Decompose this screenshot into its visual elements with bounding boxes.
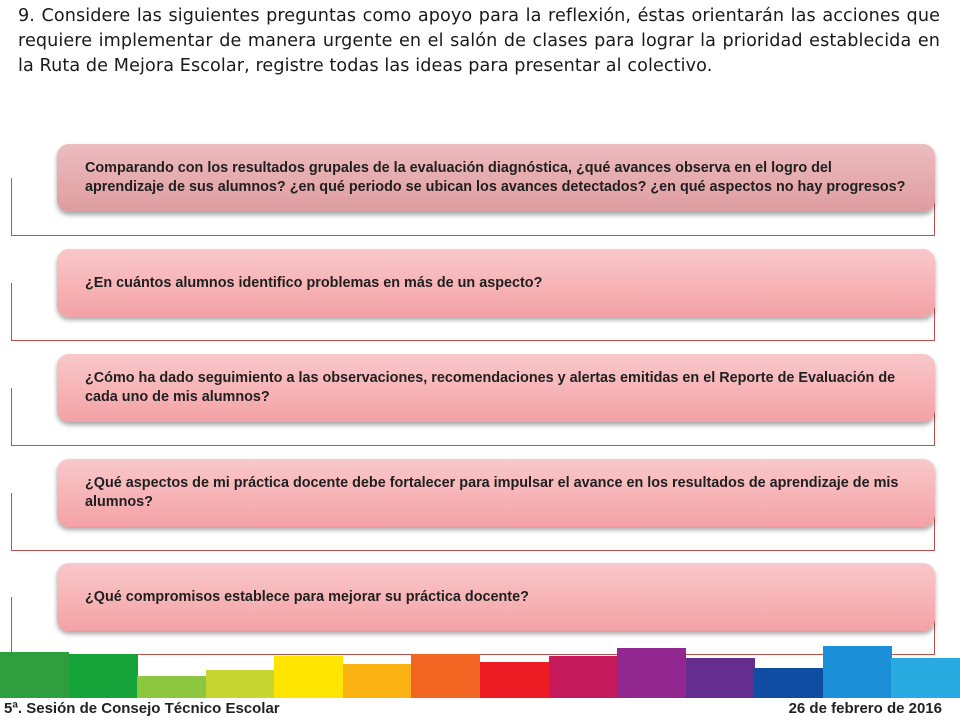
color-band-segment xyxy=(480,662,549,698)
color-band-segment xyxy=(754,668,823,698)
color-band-segment xyxy=(891,658,960,698)
color-band-segment xyxy=(617,648,686,698)
color-band-segment xyxy=(343,664,412,698)
question-box-3 xyxy=(57,354,935,422)
color-band-segment xyxy=(274,656,343,698)
instructions-paragraph: 9. Considere las siguientes preguntas como apoyo para la reflexión, éstas orientarán las acciones que requiere implementar de manera urgente en el salón de clases para lograr la prioridad establecida en la Ruta de Mejora Escolar, registre todas las ideas para presentar al colectivo. xyxy=(18,6,940,76)
color-band-segment xyxy=(69,654,138,698)
question-text-3: ¿Cómo ha dado seguimiento a las observaciones, recomendaciones y alertas emitidas en el Reporte de Evaluación de cada uno de mis alumnos? xyxy=(85,370,896,405)
color-band-segment xyxy=(0,652,69,698)
color-band-segment xyxy=(137,676,206,698)
question-text-5: ¿Qué compromisos establece para mejorar su práctica docente? xyxy=(85,588,529,605)
question-box-4 xyxy=(57,459,935,527)
question-text-4: ¿Qué aspectos de mi práctica docente debe fortalecer para impulsar el avance en los resultados de aprendizaje de mis alumnos? xyxy=(85,475,899,510)
session-date: 26 de febrero de 2016 xyxy=(788,700,942,717)
question-box-1 xyxy=(57,144,935,212)
color-band-segment xyxy=(549,656,618,698)
question-box-2 xyxy=(57,249,935,317)
question-text-1: Comparando con los resultados grupales de la evaluación diagnóstica, ¿qué avances observa en el logro del aprendizaje de sus alumnos? ¿en qué periodo se ubican los avances detectados? ¿en qué aspectos no hay progresos? xyxy=(85,160,906,195)
decorative-color-band xyxy=(0,642,960,698)
color-band-segment xyxy=(206,670,275,698)
question-text-2: ¿En cuántos alumnos identifico problemas en más de un aspecto? xyxy=(85,274,543,291)
question-box-5 xyxy=(57,563,935,631)
color-band-segment xyxy=(823,646,892,698)
color-band-segment xyxy=(686,658,755,698)
color-band-segment xyxy=(411,654,480,698)
session-title: 5ª. Sesión de Consejo Técnico Escolar xyxy=(4,700,280,717)
footer xyxy=(0,698,960,720)
